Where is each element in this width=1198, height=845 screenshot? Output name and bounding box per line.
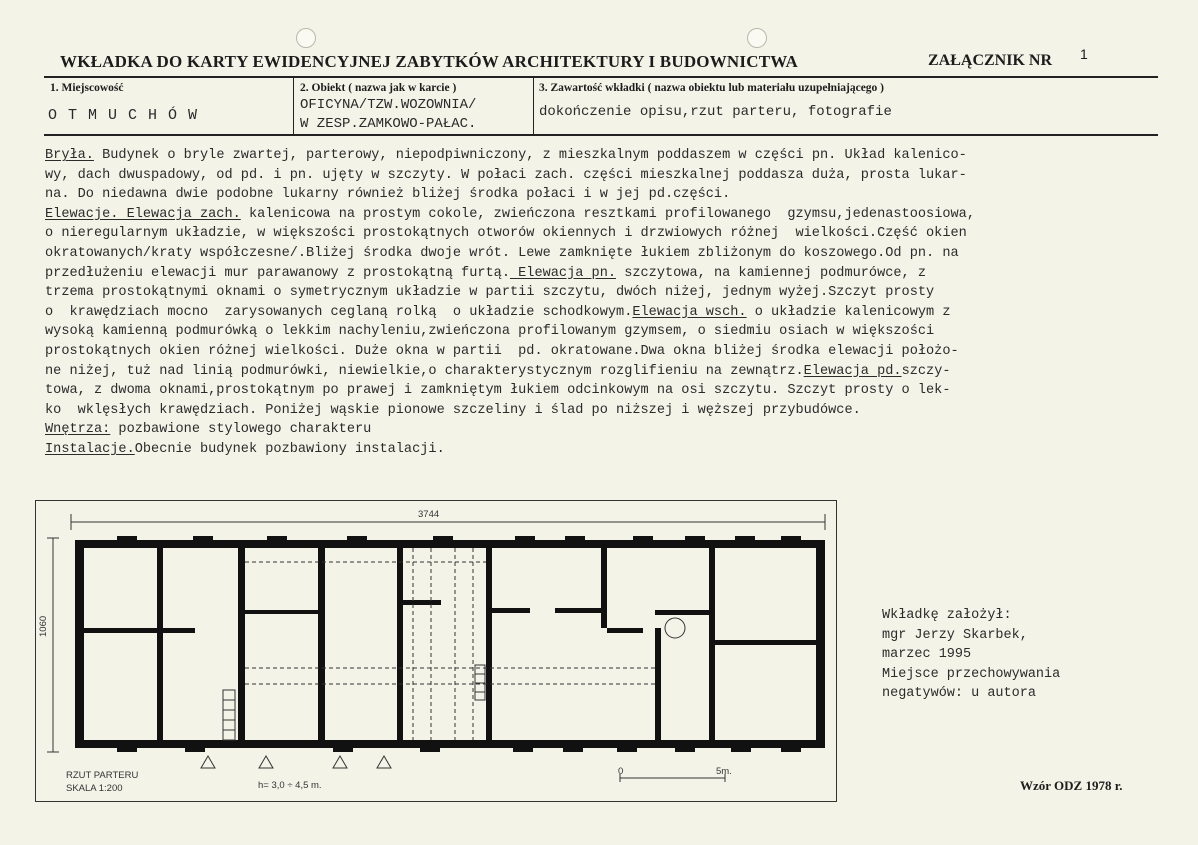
section-heading: Elewacja pd. xyxy=(803,363,902,379)
description-line xyxy=(45,244,1195,264)
field-divider-2 xyxy=(533,77,534,135)
plan-caption-scale: SKALA 1:200 xyxy=(66,783,123,794)
floor-plan-drawing xyxy=(35,500,835,800)
field-divider-1 xyxy=(293,77,294,135)
created-by-label: Wkładkę założył: xyxy=(882,608,1012,623)
description-line xyxy=(45,166,1195,186)
section-heading: Bryła. xyxy=(45,148,94,163)
description-line xyxy=(45,264,1195,284)
section-heading: Elewacja wsch. xyxy=(632,304,747,320)
storage-value: negatywów: u autora xyxy=(882,686,1036,701)
description-text-run: towa, z dwoma oknami,prostokątnym po prawej i zamkniętym łukiem odcinkowym na osi szczytu. Szczyt prosty o lek- xyxy=(45,383,951,399)
field-table-bottom-rule xyxy=(44,134,1158,136)
description-text-run: wysoką kamienną podmurówką o lekkim nachyleniu,zwieńczona profilowanym gzymsem, o siedmiu osiach w większości xyxy=(45,324,935,340)
description-text-run: o nieregularnym układzie, w większości prostokątnych otworów okiennych i drzwiowych różnej wielkości.Część okien xyxy=(45,226,967,242)
field-2-value-line1: OFICYNA/TZW.WOZOWNIA/ xyxy=(300,97,477,113)
description-text-run: wy, dach dwuspadowy, od pd. i pn. ujęty w szczyty. W połaci zach. części mieszkalnej poddasza duża, prosta lukar- xyxy=(45,167,967,183)
punch-hole-left xyxy=(296,28,316,48)
description-line xyxy=(45,440,1195,460)
plan-dim-top: 3744 xyxy=(418,509,440,520)
section-heading: Elewacje. Elewacja zach. xyxy=(45,206,241,222)
description-line xyxy=(45,342,1195,362)
description-text-run: na. Do niedawna dwie podobne lukarny również bliżej środka połaci i w jej pd.części. xyxy=(45,187,731,203)
section-heading: Elewacja pn. xyxy=(509,265,617,281)
scale-bar-end: 5m. xyxy=(716,766,732,777)
form-template-id: Wzór ODZ 1978 r. xyxy=(1020,778,1123,793)
description-text-run: o krawędziach mocno zarysowanych ceglaną rolką o układzie schodkowym. xyxy=(45,304,633,320)
description-text-run: Obecnie budynek pozbawiony instalacji. xyxy=(134,441,445,457)
author-name: mgr Jerzy Skarbek, xyxy=(882,627,1028,643)
description-line xyxy=(45,205,1195,225)
description-text-run: trzema prostokątnymi oknami o symetrycznym układzie w partii szczytu, dwóch niżej, jednym wyżej.Szczyt prosty xyxy=(45,285,935,301)
description-line xyxy=(45,401,1195,421)
description-line xyxy=(45,381,1195,401)
field-3-value: dokończenie opisu,rzut parteru, fotografie xyxy=(539,104,892,120)
description-line xyxy=(45,322,1195,342)
plan-caption-title: RZUT PARTERU xyxy=(66,770,139,781)
form-title: WKŁADKA DO KARTY EWIDENCYJNEJ ZABYTKÓW ARCHITEKTURY I BUDOWNICTWA xyxy=(60,52,799,71)
field-2-label: 2. Obiekt ( nazwa jak w karcie ) xyxy=(300,82,457,94)
description-text-run: szczy- xyxy=(901,363,951,379)
description-text-run: o układzie kalenicowym z xyxy=(746,304,951,320)
description-line xyxy=(45,146,1195,166)
annex-label: ZAŁĄCZNIK NR xyxy=(928,52,1053,69)
creation-date: marzec 1995 xyxy=(882,647,972,662)
field-1-value: OTMUCHÓW xyxy=(48,107,209,124)
field-2-value-line2: W ZESP.ZAMKOWO-PAŁAC. xyxy=(300,116,477,132)
description-text-run: pozbawione stylowego charakteru xyxy=(110,422,372,438)
description-text-run: okratowanych/kraty współczesne/.Bliżej środka dwoje wrót. Lewe zamknięte łukiem zbliżonym do koszowego.Od pn. na xyxy=(45,245,959,261)
storage-label: Miejsce przechowywania xyxy=(882,666,1061,682)
description-line xyxy=(45,303,1195,323)
description-text-run: przedłużeniu elewacji mur parawanowy z prostokątną furtą. xyxy=(45,265,510,281)
section-heading: Instalacje. xyxy=(45,441,135,457)
description-text-run: Budynek o bryle zwartej, parterowy, niepodpiwniczony, z mieszkalnym poddaszem w części pn. Układ kalenico- xyxy=(93,148,967,163)
description-line xyxy=(45,362,1195,382)
record-metadata xyxy=(882,606,1060,704)
description-text-run: szczytowa, na kamiennej podmurówce, z xyxy=(616,265,927,281)
description-line xyxy=(45,224,1195,244)
section-heading: Wnętrza: xyxy=(45,422,111,438)
plan-dim-side: 1060 xyxy=(38,615,49,637)
scale-bar-zero: 0 xyxy=(618,766,624,777)
field-1-label: 1. Miejscowość xyxy=(50,82,124,94)
description-line xyxy=(45,185,1195,205)
field-table-top-rule xyxy=(44,76,1158,78)
description-text-run: ko wklęsłych krawędziach. Poniżej wąskie pionowe szczeliny i ślad po niższej i węższej przybudówce. xyxy=(45,402,861,418)
plan-height-note: h= 3,0 ÷ 4,5 m. xyxy=(258,780,322,791)
description-text-run: prostokątnych okien różnej wielkości. Duże okna w partii pd. okratowane.Dwa okna bliżej środka elewacji położo- xyxy=(45,343,959,359)
description-text xyxy=(45,146,1195,460)
punch-hole-right xyxy=(747,28,767,48)
description-line xyxy=(45,420,1195,440)
annex-number: 1 xyxy=(1080,46,1088,62)
description-text-run: kalenicowa na prostym cokole, zwieńczona resztkami profilowanego gzymsu,jedenastoosiowa, xyxy=(240,206,975,222)
field-3-label: 3. Zawartość wkładki ( nazwa obiektu lub materiału uzupełniającego ) xyxy=(539,82,885,94)
description-line xyxy=(45,283,1195,303)
description-text-run: ne niżej, tuż nad linią podmurówki, niewielkie,o charakterystycznym rozglifieniu na zewnątrz. xyxy=(45,363,804,379)
